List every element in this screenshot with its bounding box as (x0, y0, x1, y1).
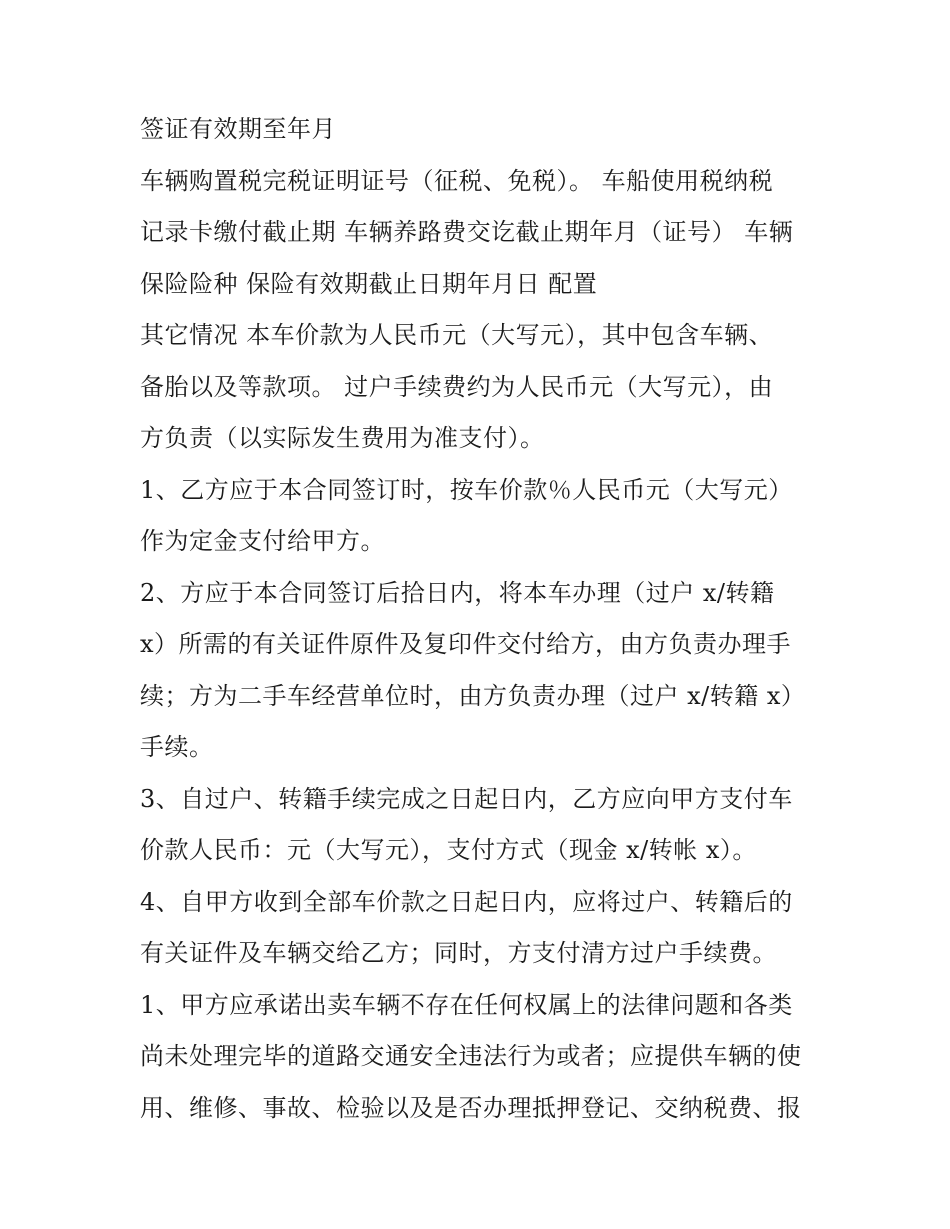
text-line: 2、方应于本合同签订后拾日内，将本车办理（过户 x/转籍 (140, 578, 775, 607)
text-line: x）所需的有关证件原件及复印件交付给方，由方负责办理手 (140, 630, 792, 658)
document-body (140, 104, 820, 1134)
text-line: 记录卡缴付截止期 车辆养路费交讫截止期年月（证号） 车辆 (140, 218, 794, 246)
text-line: 价款人民币：元（大写元），支付方式（现金 x/转帐 x）。 (140, 836, 757, 864)
text-line: 4、自甲方收到全部车价款之日起日内，应将过户、转籍后的 (140, 887, 793, 916)
text-line: 手续。 (140, 733, 214, 761)
text-line: 其它情况 本车价款为人民币元（大写元），其中包含车辆、 (140, 321, 774, 349)
text-line: 签证有效期至年月 (140, 115, 336, 143)
text-line: 有关证件及车辆交给乙方；同时，方支付清方过户手续费。 (140, 939, 777, 967)
text-line: 作为定金支付给甲方。 (140, 527, 385, 555)
text-line: 用、维修、事故、检验以及是否办理抵押登记、交纳税费、报 (140, 1093, 802, 1122)
text-line: 方负责（以实际发生费用为准支付）。 (140, 424, 545, 452)
text-line: 备胎以及等款项。 过户手续费约为人民币元（大写元），由 (140, 372, 774, 401)
text-line: 尚未处理完毕的道路交通安全违法行为或者；应提供车辆的使 (140, 1042, 802, 1070)
text-line: 续；方为二手车经营单位时，由方负责办理（过户 x/转籍 x） (140, 681, 806, 710)
text-line: 保险险种 保险有效期截止日期年月日 配置 (140, 269, 598, 298)
text-line: 车辆购置税完税证明证号（征税、免税）。 车船使用税纳税 (140, 166, 774, 195)
text-line: 1、甲方应承诺出卖车辆不存在任何权属上的法律问题和各类 (140, 990, 793, 1019)
text-line: 1、乙方应于本合同签订时，按车价款％人民币元（大写元） (140, 475, 793, 504)
text-line: 3、自过户、转籍手续完成之日起日内，乙方应向甲方支付车 (140, 784, 793, 813)
